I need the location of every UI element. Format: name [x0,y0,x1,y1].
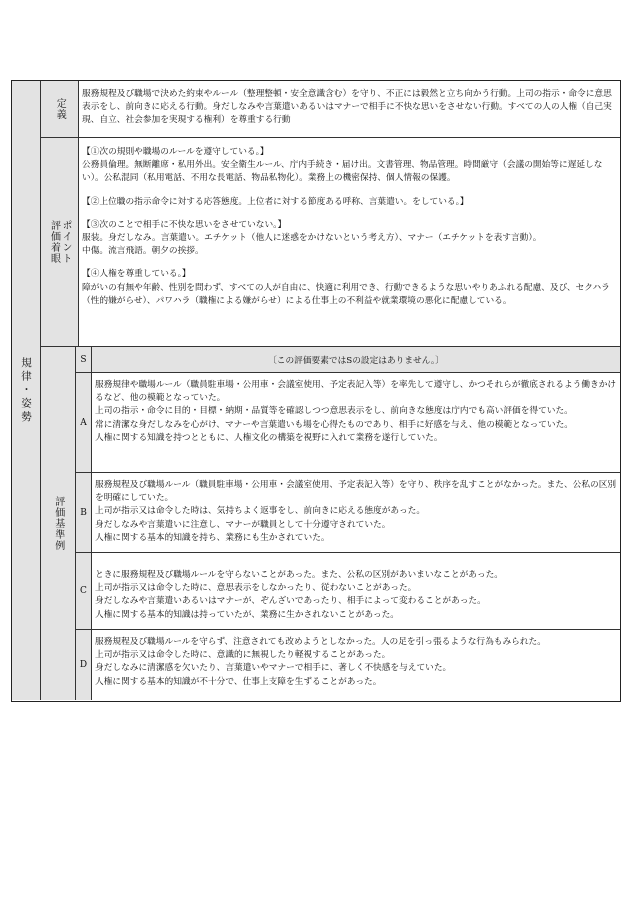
section-column [12,81,40,700]
point-line: 服装。身だしなみ。言葉遣い。エチケット（他人に迷惑をかけないという考え方）、マナー（エチケットを表す言動）。 [82,233,542,244]
section-label: 規律・姿勢 [20,356,33,425]
grade-s: S [80,354,87,365]
point-line: 中傷。流言飛語。朝夕の挨拶。 [82,246,204,257]
points-text [79,144,619,344]
definition-label: 定義 [54,98,66,120]
grade-b-text: 服務規程及び職場ルール（職員駐車場・公用車・会議室使用、予定表記入等）を守り、秩序を乱すことがなかった。また、公私の区別を明確にしていた。 上司が指示又は命令した時は、気持ちよく返事をし、前向きに応える態度があった。 身だしなみや言葉遣いに注意し、マナーが職員として十分遵守されていた。 人権に関する基本的知識を持ち、業務にも生かされていた。 [95,480,617,543]
point-title: 【④人権を尊重している。】 [82,269,191,280]
point-title: 【②上位職の指示命令に対する応答態度。上位者に対する節度ある呼称、言葉遣い。をしている。】 [82,196,469,207]
definition-text: 服務規程及び職場で決めた約束やルール（整理整頓・安全意識含む）を守り、不正には毅然と立ち向かう行動。上司の指示・命令に意思表示をし、前向きに応える行動。身だしなみや言葉遣いあるいはマナーで相手に不快な思いをさせない行動。すべての人の人権（自己実現、自立、社会参加を実現する権利）を尊重する行動 [82,89,612,126]
point-line: 公務員倫理。無断離席・私用外出。安全衛生ルール、庁内手続き・届け出。文書管理、物品管理。時間厳守（会議の開始等に遅延しない）。公私混同（私用電話、不用な長電話、物品私物化）。業務上の機密保持、個人情報の保護。 [82,160,603,184]
evaluation-table [11,80,621,702]
grade-a: A [80,417,87,428]
criteria-label: 評価基準例 [52,496,64,551]
point-line: 障がいの有無や年齢、性別を問わず、すべての人が自由に、快適に利用でき、行動できるような思いやりあふれる配慮、及び、セクハラ（性的嫌がらせ）、パワハラ（職権による嫌がらせ）による仕事上の不利益や就業環境の悪化に配慮している。 [82,282,610,306]
grade-b: B [80,507,87,518]
definition-label-cell [41,81,78,137]
points-label-left: ポイント [60,220,71,264]
grade-s-text: 〔この評価要素ではSの設定はありません。〕 [268,355,444,366]
point-title: 【①次の規則や職場のルールを遵守している。】 [82,147,269,157]
grade-d-text: 服務規程及び職場ルールを守らず、注意されても改めようとしなかった。人の足を引っ張るような行為もみられた。 上司が指示又は命令した時に、意識的に無視したり軽視することがあった。 身だしなみに清潔感を欠いたり、言葉遣いやマナーで相手に、著しく不快感を与えていた。 人権に関する基本的知識が不十分で、仕事上支障を生ずることがあった。 [95,637,546,687]
grade-c: C [80,586,87,596]
points-label-cell [41,138,78,346]
grade-d: D [79,660,88,670]
points-label-right: 評価着眼 [48,220,60,264]
criteria-label-cell [41,347,75,700]
point-title: 【③次のことで相手に不快な思いをさせていない。】 [82,219,287,230]
grade-a-text: 服務規律や職場ルール（職員駐車場・公用車・会議室使用、予定表記入等）を率先して遵守し、かつそれらが徹底されるよう働きかけるなど、他の模範となっていた。 上司の指示・命令に目的・目標・納期・品質等を確認しつつ意思表示をし、前向きな態度は庁内でも高い評価を得ていた。 常に清潔な身だしなみを心がけ、マナーや言葉遣いも場を心得たものであり、相手に好感を与え、他の模範となっていた。 人権に関する知識を持つとともに、人権文化の構築を視野に入れて業務を遂行していた。 [95,380,617,443]
grade-c-text: ときに服務規程及び職場ルールを守らないことがあった。また、公私の区別があいまいなことがあった。 上司が指示又は命令した時に、意思表示をしなかったり、従わないことがあった。 身だしなみや言葉遣いあるいはマナーが、ぞんざいであったり、相手によって変わることがあった。 人権に関する基本的知識は持っていたが、業務に生かされないことがあった。 [95,570,503,620]
